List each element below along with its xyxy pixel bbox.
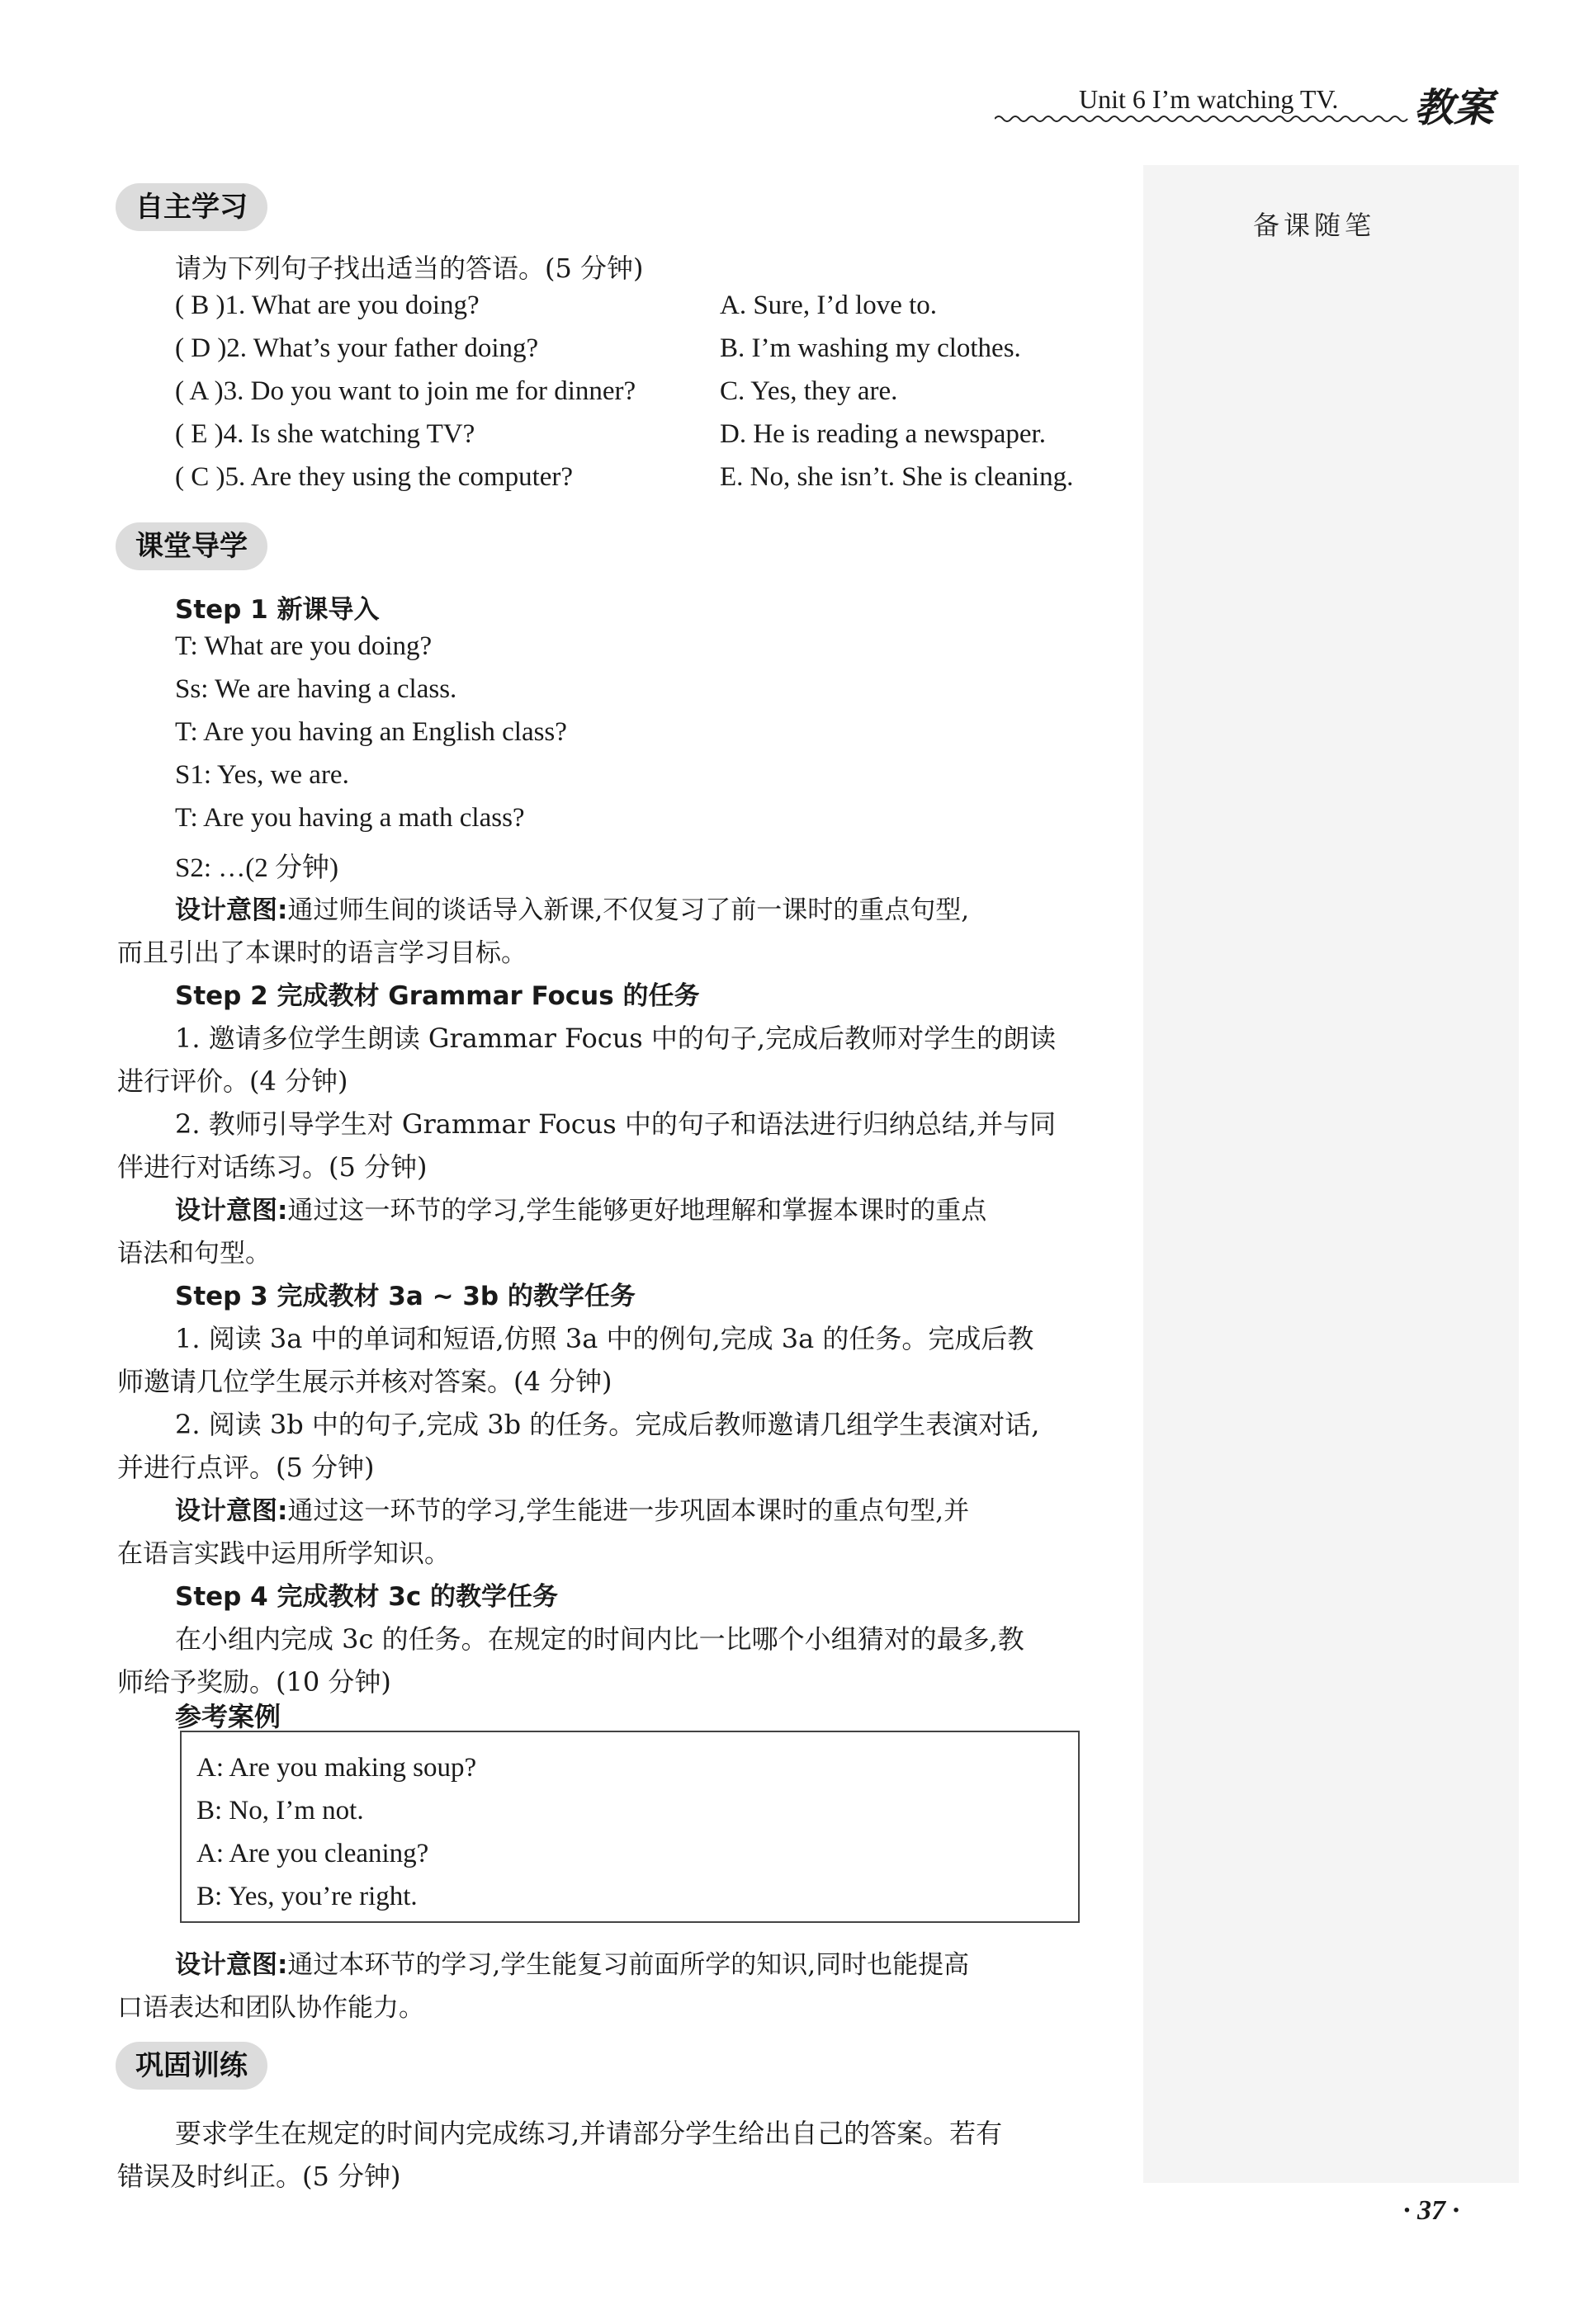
intent-text: 口语表达和团队协作能力。 xyxy=(117,1993,424,2023)
brand-label: 教案 xyxy=(1414,85,1494,131)
intent-label: 设计意图: xyxy=(175,1950,288,1980)
dialog-line: S1: Yes, we are. xyxy=(175,760,349,790)
dialog-line: T: What are you doing? xyxy=(175,631,433,661)
intent-text: 通过这一环节的学习,学生能够更好地理解和掌握本课时的重点 xyxy=(287,1196,987,1226)
question-item: ( E )4. Is she watching TV? xyxy=(175,419,475,449)
question-item: ( B )1. What are you doing? xyxy=(175,290,480,320)
section-tag-consolidation: 巩固训练 xyxy=(116,2042,267,2090)
section-tag-classroom-guide: 课堂导学 xyxy=(116,522,267,570)
wavy-underline xyxy=(995,114,1412,124)
example-line: A: Are you making soup? xyxy=(196,1753,477,1783)
intent-text: 在语言实践中运用所学知识。 xyxy=(117,1539,450,1569)
intent-text: 而且引出了本课时的语言学习目标。 xyxy=(117,938,527,968)
body-text: 进行评价。(4 分钟) xyxy=(117,1065,348,1097)
body-text: 在小组内完成 3c 的任务。在规定的时间内比一比哪个小组猜对的最多,教 xyxy=(175,1623,1024,1655)
section-tag-self-study: 自主学习 xyxy=(116,183,267,231)
answer-item: C. Yes, they are. xyxy=(720,376,898,406)
body-text: 2. 教师引导学生对 Grammar Focus 中的句子和语法进行归纳总结,并与同 xyxy=(175,1108,1057,1140)
intent-text: 语法和句型。 xyxy=(117,1239,271,1268)
body-text: 1. 邀请多位学生朗读 Grammar Focus 中的句子,完成后教师对学生的朗读 xyxy=(175,1023,1057,1054)
step-title: Step 2 完成教材 Grammar Focus 的任务 xyxy=(175,981,700,1011)
question-item: ( D )2. What’s your father doing? xyxy=(175,333,539,363)
body-text: 错误及时纠正。(5 分钟) xyxy=(117,2161,401,2192)
body-text: 伴进行对话练习。(5 分钟) xyxy=(117,1151,428,1183)
page-header xyxy=(995,76,1523,142)
page-number: · 37 · xyxy=(1403,2195,1459,2226)
intent-text: 通过师生间的谈话导入新课,不仅复习了前一课时的重点句型, xyxy=(287,895,970,925)
instruction-text: 请为下列句子找出适当的答语。(5 分钟) xyxy=(175,253,644,284)
body-text: 并进行点评。(5 分钟) xyxy=(117,1452,375,1483)
design-intent xyxy=(175,1490,969,1527)
step-title: Step 1 新课导入 xyxy=(175,595,380,625)
body-text: 师给予奖励。(10 分钟) xyxy=(117,1666,391,1698)
body-text: 要求学生在规定的时间内完成练习,并请部分学生给出自己的答案。若有 xyxy=(175,2118,1003,2149)
notes-sidebar xyxy=(1143,165,1519,2183)
step-title: Step 3 完成教材 3a ~ 3b 的教学任务 xyxy=(175,1282,636,1311)
intent-text: 通过本环节的学习,学生能复习前面所学的知识,同时也能提高 xyxy=(287,1950,970,1980)
example-line: B: Yes, you’re right. xyxy=(196,1882,418,1911)
example-line: A: Are you cleaning? xyxy=(196,1839,429,1868)
sidebar-title: 备课随笔 xyxy=(1253,210,1376,241)
answer-item: E. No, she isn’t. She is cleaning. xyxy=(720,462,1074,492)
dialog-line: Ss: We are having a class. xyxy=(175,674,457,704)
design-intent xyxy=(175,1944,969,1981)
body-text: 师邀请几位学生展示并核对答案。(4 分钟) xyxy=(117,1366,612,1397)
dialog-line: T: Are you having an English class? xyxy=(175,717,567,747)
intent-label: 设计意图: xyxy=(175,1196,288,1226)
unit-title: Unit 6 I’m watching TV. xyxy=(1079,84,1339,114)
answer-item: A. Sure, I’d love to. xyxy=(720,290,938,320)
body-text: 2. 阅读 3b 中的句子,完成 3b 的任务。完成后教师邀请几组学生表演对话, xyxy=(175,1409,1040,1440)
answer-item: B. I’m washing my clothes. xyxy=(720,333,1021,363)
dialog-line: T: Are you having a math class? xyxy=(175,803,525,833)
question-item: ( A )3. Do you want to join me for dinner? xyxy=(175,376,636,406)
design-intent xyxy=(175,1189,986,1226)
step-title: Step 4 完成教材 3c 的教学任务 xyxy=(175,1582,559,1612)
intent-text: 通过这一环节的学习,学生能进一步巩固本课时的重点句型,并 xyxy=(287,1496,970,1526)
answer-item: D. He is reading a newspaper. xyxy=(720,419,1046,449)
question-item: ( C )5. Are they using the computer? xyxy=(175,462,574,492)
intent-label: 设计意图: xyxy=(175,1496,288,1526)
body-text: 1. 阅读 3a 中的单词和短语,仿照 3a 中的例句,完成 3a 的任务。完成后教 xyxy=(175,1323,1034,1354)
example-title: 参考案例 xyxy=(175,1701,281,1732)
example-line: B: No, I’m not. xyxy=(196,1796,364,1826)
intent-label: 设计意图: xyxy=(175,895,288,925)
dialog-line: S2: …(2 分钟) xyxy=(175,853,338,883)
design-intent xyxy=(175,889,969,926)
